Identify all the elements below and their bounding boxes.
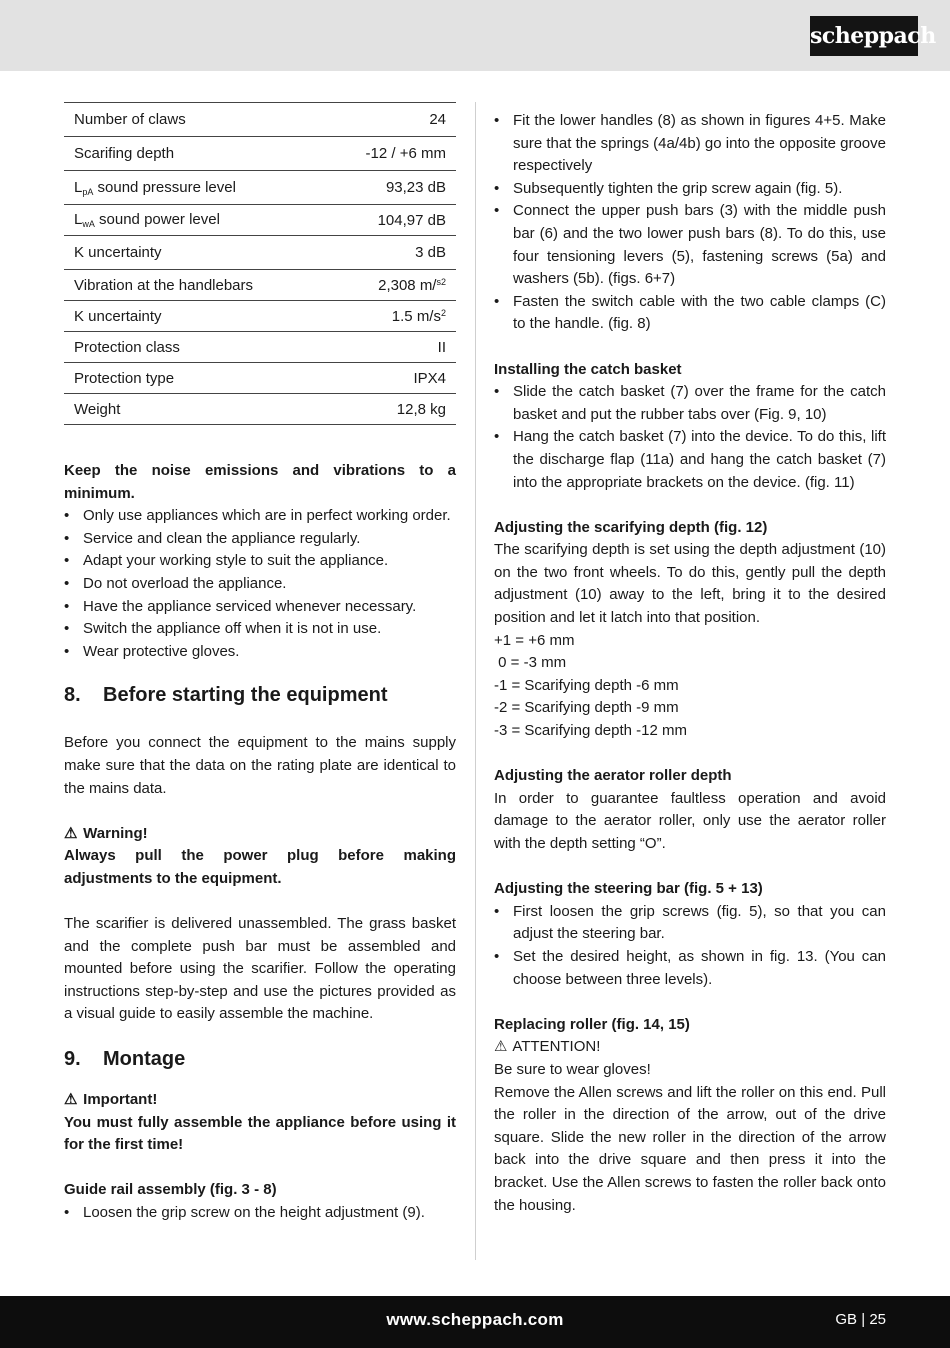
website-link[interactable]: www.scheppach.com <box>386 1310 564 1329</box>
spec-label: K uncertainty <box>64 301 325 332</box>
list-item: • Subsequently tighten the grip screw again (fig. 5). <box>494 178 886 201</box>
column-divider <box>475 102 476 1260</box>
footer-bar <box>0 1296 950 1348</box>
spec-value: 12,8 kg <box>325 394 457 425</box>
list-item: • Switch the appliance off when it is not in use. <box>64 618 456 641</box>
section-8-body: The scarifier is delivered unassembled. The grass basket and the complete push bar must be assembled and mounted before using the scarifier. Follow the operating instructions step-by-step and use the pictures provided as a visual guide to easily assemble the machine. <box>64 915 456 1023</box>
page-separator: | <box>861 1311 866 1328</box>
guide-list-continued <box>494 110 886 336</box>
list-item: • Set the desired height, as shown in fig. 13. (You can choose between three levels). <box>494 946 886 991</box>
spec-label: Protection type <box>64 363 325 394</box>
roller-text: Remove the Allen screws and lift the roller on this end. Pull the roller in the direction of the arrow, out of the drive square. Slide the new roller in the direction of the arrow back into the drive square and then press it into the bracket. Use the Allen screws to fasten the roller back onto the housing. <box>494 1083 886 1214</box>
guide-list <box>64 1202 456 1225</box>
depth-setting: -3 = Scarifying depth -12 mm <box>494 722 688 740</box>
important-title: ⚠ Important! <box>64 1089 456 1112</box>
spec-label: $L_{wA}$ sound power level <box>64 205 325 236</box>
spec-row <box>64 137 456 171</box>
section-9-heading <box>64 1046 456 1072</box>
list-item: • First loosen the grip screws (fig. 5), so that you can adjust the steering bar. <box>494 901 886 946</box>
list-item: • Fit the lower handles (8) as shown in figures 4+5. Make sure that the springs (4a/4b) go into the opposite groove respectively <box>494 110 886 178</box>
aerator-text: In order to guarantee faultless operation and avoid damage to the aerator roller, only use the aerator roller with the depth setting “O”. <box>494 789 886 852</box>
roller-gloves: Be sure to wear gloves! <box>494 1060 651 1078</box>
spec-label: Number of claws <box>64 103 325 137</box>
list-item: • Have the appliance serviced whenever necessary. <box>64 596 456 619</box>
spec-row <box>64 332 456 363</box>
spec-label: Vibration at the handlebars <box>64 270 325 301</box>
spec-value: 1.5 $m/s^2$ <box>325 301 457 332</box>
left-column <box>64 102 456 1225</box>
section-title: Montage <box>103 1048 186 1071</box>
list-item: • Service and clean the appliance regularly. <box>64 528 456 551</box>
spec-row <box>64 363 456 394</box>
spec-row <box>64 103 456 137</box>
depth-setting: -1 = Scarifying depth -6 mm <box>494 676 679 694</box>
depth-setting: -2 = Scarifying depth -9 mm <box>494 699 679 717</box>
depth-setting: 0 = -3 mm <box>494 654 567 672</box>
spec-label: Weight <box>64 394 325 425</box>
steering-list <box>494 901 886 991</box>
important-text: You must fully assemble the appliance before using it for the first time! <box>64 1113 456 1154</box>
section-8-heading <box>64 682 456 708</box>
depth-text: The scarifying depth is set using the depth adjustment (10) on the two front wheels. To do this, gently pull the depth adjustment (10) away to the left, bring it to the desired position and let it latch into that position. <box>494 541 886 627</box>
spec-value: -12 / +6 mm <box>325 137 457 171</box>
spec-row <box>64 171 456 205</box>
spec-value: IPX4 <box>325 363 457 394</box>
page-number: 25 <box>869 1311 886 1328</box>
spec-value: 2,308 m/$^{s2}$ <box>325 270 457 301</box>
section-number: 9. <box>64 1048 81 1071</box>
section-8-intro: Before you connect the equipment to the mains supply make sure that the data on the rating plate are identical to the mains data. <box>64 734 456 797</box>
list-item: • Connect the upper push bars (3) with the middle push bar (6) and the two lower push bars (8). To do this, use four tensioning levers (5), fastening screws (5a) and washers (5b). (figs. 6+7) <box>494 200 886 290</box>
warning-text: Always pull the power plug before making adjustments to the equipment. <box>64 847 456 887</box>
noise-list <box>64 505 456 663</box>
spec-row <box>64 270 456 301</box>
spec-label: Scarifing depth <box>64 137 325 171</box>
list-item: • Loosen the grip screw on the height adjustment (9). <box>64 1202 456 1225</box>
roller-attention: ⚠ ATTENTION! <box>494 1036 886 1059</box>
roller-heading: Replacing roller (fig. 14, 15) <box>494 1015 690 1033</box>
header-band <box>0 0 950 71</box>
warning-triangle-icon: ⚠ <box>64 1091 78 1109</box>
spec-row <box>64 236 456 270</box>
spec-row <box>64 301 456 332</box>
spec-label: $L_{pA}$ sound pressure level <box>64 171 325 205</box>
list-item: • Slide the catch basket (7) over the frame for the catch basket and put the rubber tabs over (Fig. 9, 10) <box>494 381 886 426</box>
list-item: • Fasten the switch cable with the two cable clamps (C) to the handle. (fig. 8) <box>494 291 886 336</box>
noise-heading: Keep the noise emissions and vibrations to a minimum. <box>64 462 456 502</box>
list-item: • Only use appliances which are in perfect working order. <box>64 505 456 528</box>
depth-heading: Adjusting the scarifying depth (fig. 12) <box>494 518 768 536</box>
depth-setting: +1 = +6 mm <box>494 631 575 649</box>
spec-row <box>64 394 456 425</box>
spec-label: Protection class <box>64 332 325 363</box>
list-item: • Wear protective gloves. <box>64 641 456 664</box>
list-item: • Hang the catch basket (7) into the device. To do this, lift the discharge flap (11a) and hang the catch basket (7) into the appropriate brackets on the device. (fig. 11) <box>494 426 886 494</box>
section-title: Before starting the equipment <box>103 684 388 707</box>
spec-value: II <box>325 332 457 363</box>
right-column <box>494 110 886 1217</box>
spec-label: K uncertainty <box>64 236 325 270</box>
warning-triangle-icon: ⚠ <box>494 1038 508 1056</box>
spec-table <box>64 102 456 425</box>
list-item: • Adapt your working style to suit the appliance. <box>64 550 456 573</box>
catch-list <box>494 381 886 494</box>
page-indicator <box>835 1311 886 1328</box>
spec-row <box>64 205 456 236</box>
warning-triangle-icon: ⚠ <box>64 824 78 842</box>
spec-value: 24 <box>325 103 457 137</box>
section-number: 8. <box>64 684 81 707</box>
spec-value: 93,23 dB <box>325 171 457 205</box>
aerator-heading: Adjusting the aerator roller depth <box>494 767 732 785</box>
guide-heading: Guide rail assembly (fig. 3 - 8) <box>64 1181 277 1199</box>
language-code: GB <box>835 1311 858 1328</box>
spec-value: 3 dB <box>325 236 457 270</box>
spec-value: 104,97 dB <box>325 205 457 236</box>
steering-heading: Adjusting the steering bar (fig. 5 + 13) <box>494 880 763 898</box>
catch-heading: Installing the catch basket <box>494 360 682 378</box>
warning-title: ⚠ Warning! <box>64 823 456 846</box>
list-item: • Do not overload the appliance. <box>64 573 456 596</box>
scheppach-logo: scheppach <box>810 16 918 56</box>
